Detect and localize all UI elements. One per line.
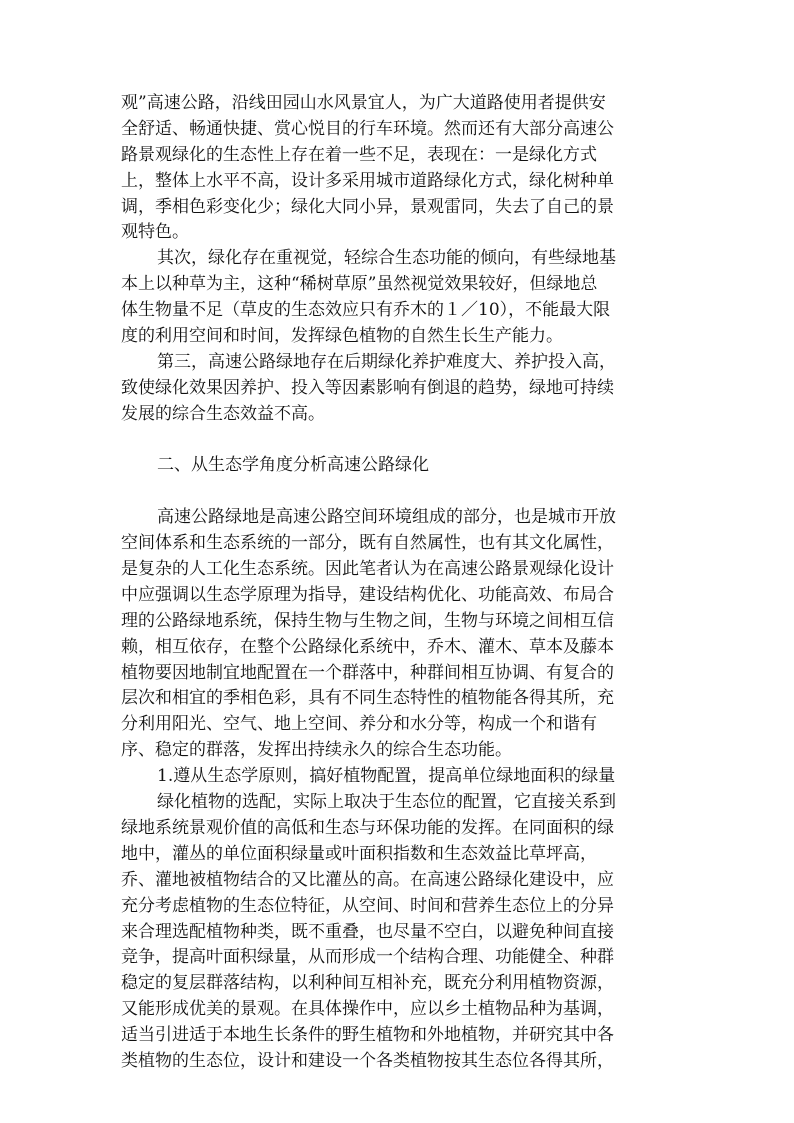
text-line: 发展的综合生态效益不高。 xyxy=(121,403,325,424)
text-line: 绿化植物的选配，实际上取决于生态位的配置，它直接关系到 xyxy=(157,792,616,813)
blank-line xyxy=(121,479,676,505)
paragraph-4 xyxy=(121,505,676,764)
text-line: 调，季相色彩变化少；绿化大同小异，景观雷同，失去了自己的景 xyxy=(121,196,614,217)
text-line: 观”高速公路，沿线田园山水风景宜人，为广大道路使用者提供安 xyxy=(121,93,606,113)
text-line: 绿地系统景观价值的高低和生态与环保功能的发挥。在同面积的绿 xyxy=(121,817,614,838)
text-line: 中应强调以生态学原理为指导，建设结构优化、功能高效、布局合 xyxy=(121,584,614,605)
paragraph-1 xyxy=(121,91,676,246)
text-line: 层次和相宜的季相色彩，具有不同生态特性的植物能各得其所，充 xyxy=(121,688,614,709)
text-line: 又能形成优美的景观。在具体操作中，应以乡土植物品种为基调， xyxy=(121,999,614,1020)
paragraph-3 xyxy=(121,350,676,428)
text-line: 植物要因地制宜地配置在一个群落中，种群间相互协调、有复合的 xyxy=(121,662,614,683)
text-line: 稳定的复层群落结构，以利种间互相补充，既充分利用植物资源， xyxy=(121,973,614,994)
text-line: 来合理选配植物种类，既不重叠，也尽量不空白，以避免种间直接 xyxy=(121,921,614,942)
text-line: 分利用阳光、空气、地上空间、养分和水分等，构成一个和谐有 xyxy=(121,714,597,735)
text-line: 全舒适、畅通快捷、赏心悦目的行车环境。然而还有大部分高速公 xyxy=(121,118,614,139)
text-line: 度的利用空间和时间，发挥绿色植物的自然生长生产能力。 xyxy=(121,326,563,347)
text-line: 本上以种草为主，这种“稀树草原”虽然视觉效果较好，但绿地总 xyxy=(121,274,598,295)
blank-line xyxy=(121,428,676,454)
text-line: 观特色。 xyxy=(121,222,189,243)
text-line: 空间体系和生态系统的一部分，既有自然属性，也有其文化属性， xyxy=(121,533,614,554)
text-line: 乔、灌地被植物结合的又比灌丛的高。在高速公路绿化建设中，应 xyxy=(121,869,614,890)
paragraph-5 xyxy=(121,790,676,1075)
document-page xyxy=(121,91,676,1075)
text-line: 路景观绿化的生态性上存在着一些不足，表现在：一是绿化方式 xyxy=(121,144,597,165)
text-line: 其次，绿化存在重视觉，轻综合生态功能的倾向，有些绿地基 xyxy=(157,248,616,269)
text-line: 赖，相互依存，在整个公路绿化系统中，乔木、灌木、草本及藤本 xyxy=(121,636,614,657)
text-line: 理的公路绿地系统，保持生物与生物之间，生物与环境之间相互信 xyxy=(121,610,614,631)
text-line: 致使绿化效果因养护、投入等因素影响有倒退的趋势，绿地可持续 xyxy=(121,377,614,398)
text-line: 上，整体上水平不高，设计多采用城市道路绿化方式，绿化树种单 xyxy=(121,170,614,191)
text-line: 地中，灌丛的单位面积绿量或叶面积指数和生态效益比草坪高， xyxy=(121,843,597,864)
subheading: 1.遵从生态学原则，搞好植物配置，提高单位绿地面积的绿量 xyxy=(157,766,616,787)
paragraph-2 xyxy=(121,246,676,350)
section-heading: 二、从生态学角度分析高速公路绿化 xyxy=(157,455,429,476)
text-line: 类植物的生态位，设计和建设一个各类植物按其生态位各得其所， xyxy=(121,1050,614,1071)
text-line: 第三，高速公路绿地存在后期绿化养护难度大、养护投入高， xyxy=(157,351,616,372)
text-line: 适当引进适于本地生长条件的野生植物和外地植物，并研究其中各 xyxy=(121,1025,614,1046)
text-line: 竞争，提高叶面积绿量，从而形成一个结构合理、功能健全、种群 xyxy=(121,947,614,968)
text-line: 是复杂的人工化生态系统。因此笔者认为在高速公路景观绿化设计 xyxy=(121,559,614,580)
text-line: 体生物量不足（草皮的生态效应只有乔木的１／10），不能最大限 xyxy=(121,300,611,321)
text-line: 序、稳定的群落，发挥出持续永久的综合生态功能。 xyxy=(121,740,512,761)
text-line: 充分考虑植物的生态位特征，从空间、时间和营养生态位上的分异 xyxy=(121,895,614,916)
text-line: 高速公路绿地是高速公路空间环境组成的部分，也是城市开放 xyxy=(157,507,616,528)
